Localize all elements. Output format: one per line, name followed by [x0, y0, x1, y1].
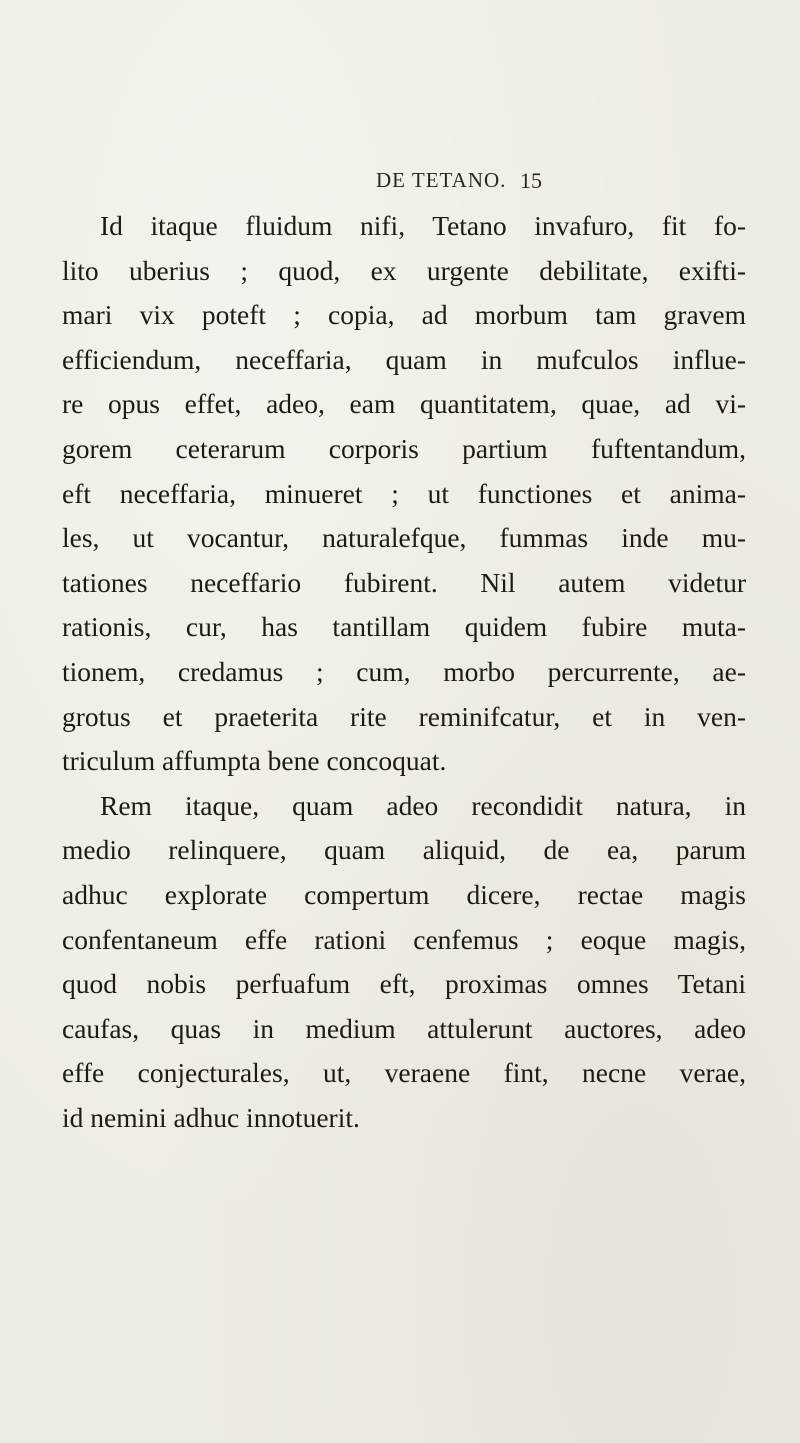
- text-line: Id itaque fluidum nifi, Tetano invafuro, fit fo-: [100, 210, 746, 241]
- running-title: DE TETANO.: [376, 168, 507, 192]
- text-line: eft neceffaria, minueret ; ut functiones et anima-: [62, 477, 746, 509]
- text-line: confentaneum effe rationi cenfemus ; eoque magis,: [62, 923, 746, 955]
- text-line: grotus et praeterita rite reminifcatur, et in ven-: [62, 700, 746, 732]
- text-line: gorem ceterarum corporis partium fuftentandum,: [62, 432, 746, 464]
- page-header: [0, 168, 800, 208]
- page-number: 15: [520, 168, 542, 193]
- text-line: adhuc explorate compertum dicere, rectae magis: [62, 878, 746, 910]
- text-line: id nemini adhuc innotuerit.: [62, 1101, 360, 1133]
- text-line: effe conjecturales, ut, veraene fint, necne verae,: [62, 1057, 746, 1089]
- text-line: Rem itaque, quam adeo recondidit natura, in: [100, 789, 746, 821]
- text-line: rationis, cur, has tantillam quidem fubire muta-: [62, 611, 746, 643]
- text-line: mari vix poteft ; copia, ad morbum tam gravem: [62, 299, 746, 331]
- text-line: caufas, quas in medium attulerunt auctores, adeo: [62, 1012, 746, 1044]
- text-line: re opus effet, adeo, eam quantitatem, quae, ad vi-: [62, 388, 746, 420]
- text-line: lito uberius ; quod, ex urgente debilitate, exifti-: [62, 254, 746, 286]
- text-line: medio relinquere, quam aliquid, de ea, parum: [62, 834, 746, 866]
- text-line: triculum affumpta bene concoquat.: [62, 745, 447, 777]
- text-line: les, ut vocantur, naturalefque, fummas inde mu-: [62, 522, 746, 554]
- text-line: tionem, credamus ; cum, morbo percurrente, ae-: [62, 655, 746, 687]
- text-line: efficiendum, neceffaria, quam in mufculos influe-: [62, 343, 746, 375]
- text-line: quod nobis perfuafum eft, proximas omnes Tetani: [62, 968, 746, 1000]
- body-text: [62, 204, 746, 1140]
- text-line: tationes neceffario fubirent. Nil autem videtur: [62, 566, 746, 598]
